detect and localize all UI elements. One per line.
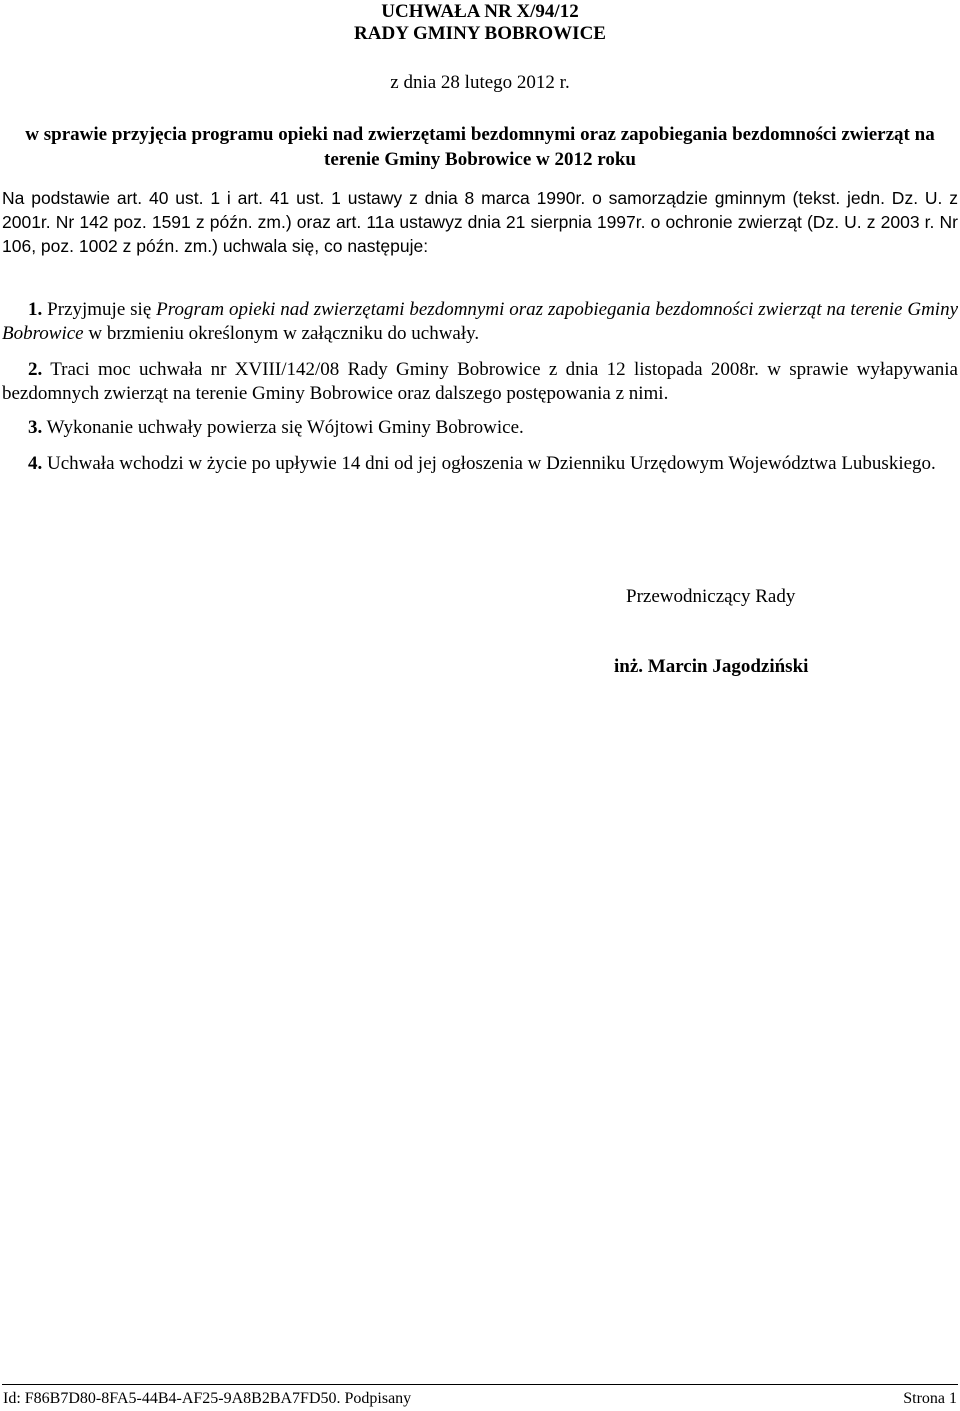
- signature-role: Przewodniczący Rady: [626, 586, 796, 607]
- footer-page-number: Strona 1: [903, 1390, 957, 1407]
- paragraph-1: [2, 298, 958, 346]
- paragraph-1-text-before: Przyjmuje się: [47, 299, 152, 320]
- council-name: RADY GMINY BOBROWICE: [354, 23, 606, 44]
- paragraph-2-text: Traci moc uchwała nr XVIII/142/08 Rady Gminy Bobrowice z dnia 12 listopada 2008r. w sprawie wyłapywania bezdomnych zwierząt na terenie Gminy Bobrowice oraz dalszego postępowania z nimi.: [2, 359, 958, 404]
- resolution-title: UCHWAŁA NR X/94/12: [381, 1, 579, 22]
- resolution-date: z dnia 28 lutego 2012 r.: [390, 72, 570, 93]
- legal-basis: Na podstawie art. 40 ust. 1 i art. 41 ust. 1 ustawy z dnia 8 marca 1990r. o samorządzie gminnym (tekst. jedn. Dz. U. z 2001r. Nr 142 poz. 1591 z późn. zm.) oraz art. 11a ustawyz dnia 21 sierpnia 1997r. o ochronie zwierząt (Dz. U. z 2003 r. Nr 106, poz. 1002 z późn. zm.) uchwala się, co następuje:: [2, 188, 958, 256]
- signature-name: inż. Marcin Jagodziński: [614, 656, 809, 677]
- paragraph-3-number: 3.: [28, 417, 43, 438]
- program-name: Program opieki nad zwierzętami bezdomnymi oraz zapobiegania bezdomności zwierząt na terenie Gminy Bobrowice: [2, 299, 959, 344]
- paragraph-4-text: Uchwała wchodzi w życie po upływie 14 dni od jej ogłoszenia w Dzienniku Urzędowym Województwa Lubuskiego.: [47, 453, 936, 474]
- paragraph-1-text-after: w brzmieniu określonym w załączniku do uchwały.: [88, 323, 480, 344]
- paragraph-2: [2, 358, 958, 406]
- paragraph-1-number: 1.: [28, 299, 43, 320]
- paragraph-4-number: 4.: [28, 453, 43, 474]
- paragraph-4: [2, 452, 958, 476]
- paragraph-3: [2, 416, 958, 440]
- paragraph-3-text: Wykonanie uchwały powierza się Wójtowi Gminy Bobrowice.: [46, 417, 524, 438]
- resolution-subject: w sprawie przyjęcia programu opieki nad zwierzętami bezdomnymi oraz zapobiegania bezdomności zwierząt na terenie Gminy Bobrowice w 2012 roku: [25, 124, 935, 170]
- footer-divider: [2, 1384, 958, 1385]
- footer-document-id: Id: F86B7D80-8FA5-44B4-AF25-9A8B2BA7FD50. Podpisany: [3, 1390, 412, 1407]
- paragraph-2-number: 2.: [28, 359, 43, 380]
